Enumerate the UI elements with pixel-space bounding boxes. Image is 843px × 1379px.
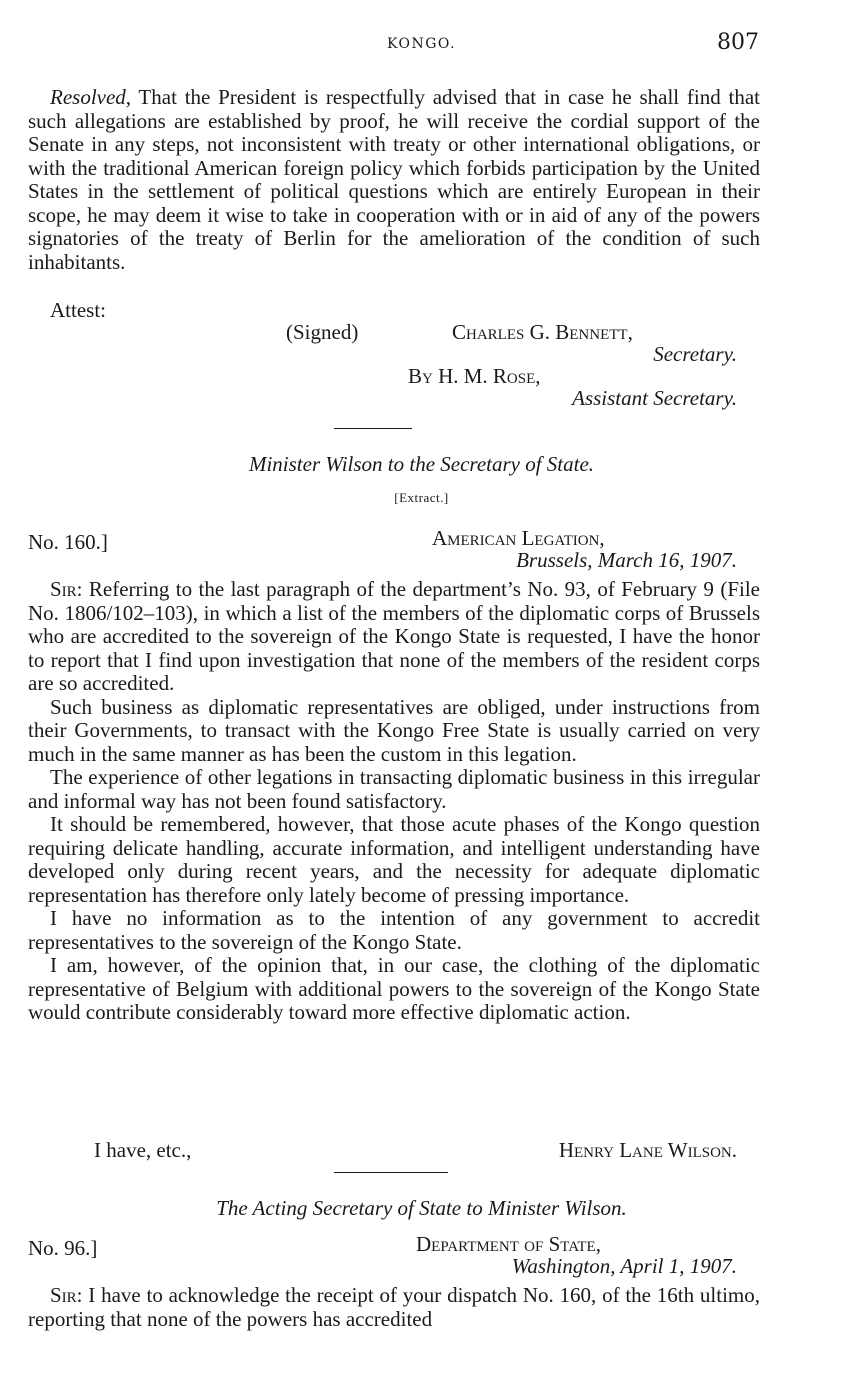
salutation: Sir: [50, 1283, 83, 1307]
letter1-paragraph: I am, however, of the opinion that, in our case, the clothing of the diplomatic representative of Belgium with additional powers to the sovereign of the Kongo State would contribute considerably toward more effective diplomatic action. [28, 953, 760, 1024]
resolved-lead: Resolved [50, 85, 126, 109]
letter1-heading: Minister Wilson to the Secretary of State. [248, 452, 595, 476]
letter1-body [28, 578, 760, 1025]
by-line: By H. M. Rose, [408, 364, 541, 388]
letter2-heading: The Acting Secretary of State to Minister Wilson. [216, 1196, 627, 1220]
attest-label: Attest: [50, 298, 106, 322]
signer-title: Secretary. [653, 342, 737, 366]
signer-name: Charles G. Bennett, [452, 320, 633, 344]
letter1-closing: I have, etc., [94, 1138, 192, 1162]
letter1-signature: Henry Lane Wilson. [558, 1138, 737, 1162]
resolution-text: , That the President is respectfully advised that in case he shall find that such allegations are established by proof, he will receive the cordial support of the Senate in any steps, not inconsistent with treaty or other international obligations, or with the traditional American foreign policy which forbids participation by the United States in the settlement of political questions which are entirely European in their scope, he may deem it wise to take in cooperation with or in aid of any of the powers signatories of the treaty of Berlin for the amelioration of the condition of such inhabitants. [28, 85, 760, 274]
letter1-paragraph: I have no information as to the intention of any government to accredit representatives to the sovereign of the Kongo State. [28, 906, 760, 954]
letter1-paragraph: It should be remembered, however, that those acute phases of the Kongo question requiring delicate handling, accurate information, and intelligent understanding have developed only during recent years, and the necessity for adequate diplomatic representation has therefore only lately become of pressing importance. [28, 812, 760, 907]
letter1-place-date: Brussels, March 16, 1907. [516, 548, 737, 572]
section-divider [334, 1172, 448, 1173]
letter1-office: American Legation, [432, 526, 605, 550]
letter2-text: I have to acknowledge the receipt of your dispatch No. 160, of the 16th ultimo, reporting that none of the powers has accredited [28, 1283, 760, 1331]
letter1-paragraph: Referring to the last paragraph of the department’s No. 93, of February 9 (File No. 1806/102–103), in which a list of the members of the diplomatic corps of Brussels who are accredited to the sovereign of the Kongo State is requested, I have the honor to report that I find upon investigation that none of the members of the resident corps are so accredited. [28, 577, 760, 695]
salutation: Sir: [50, 577, 83, 601]
letter2-number: No. 96.] [28, 1236, 98, 1260]
letter1-paragraph: The experience of other legations in transacting diplomatic business in this irregular and informal way has not been found satisfactory. [28, 765, 760, 813]
letter2-office: Department of State, [416, 1232, 601, 1256]
letter2-place-date: Washington, April 1, 1907. [511, 1254, 737, 1278]
page-number: 807 [717, 30, 759, 55]
section-divider [334, 428, 412, 429]
letter1-number: No. 160.] [28, 530, 108, 554]
extract-label: [Extract.] [394, 490, 449, 505]
assistant-title: Assistant Secretary. [572, 386, 737, 410]
resolution-paragraph [28, 86, 760, 274]
signed-label: (Signed) [286, 320, 359, 344]
letter1-paragraph: Such business as diplomatic representatives are obliged, under instructions from their Governments, to transact with the Kongo Free State is usually carried on very much in the same manner as has been the custom in this legation. [28, 694, 760, 766]
letter2-body [28, 1284, 760, 1331]
running-title: KONGO. [386, 36, 457, 52]
